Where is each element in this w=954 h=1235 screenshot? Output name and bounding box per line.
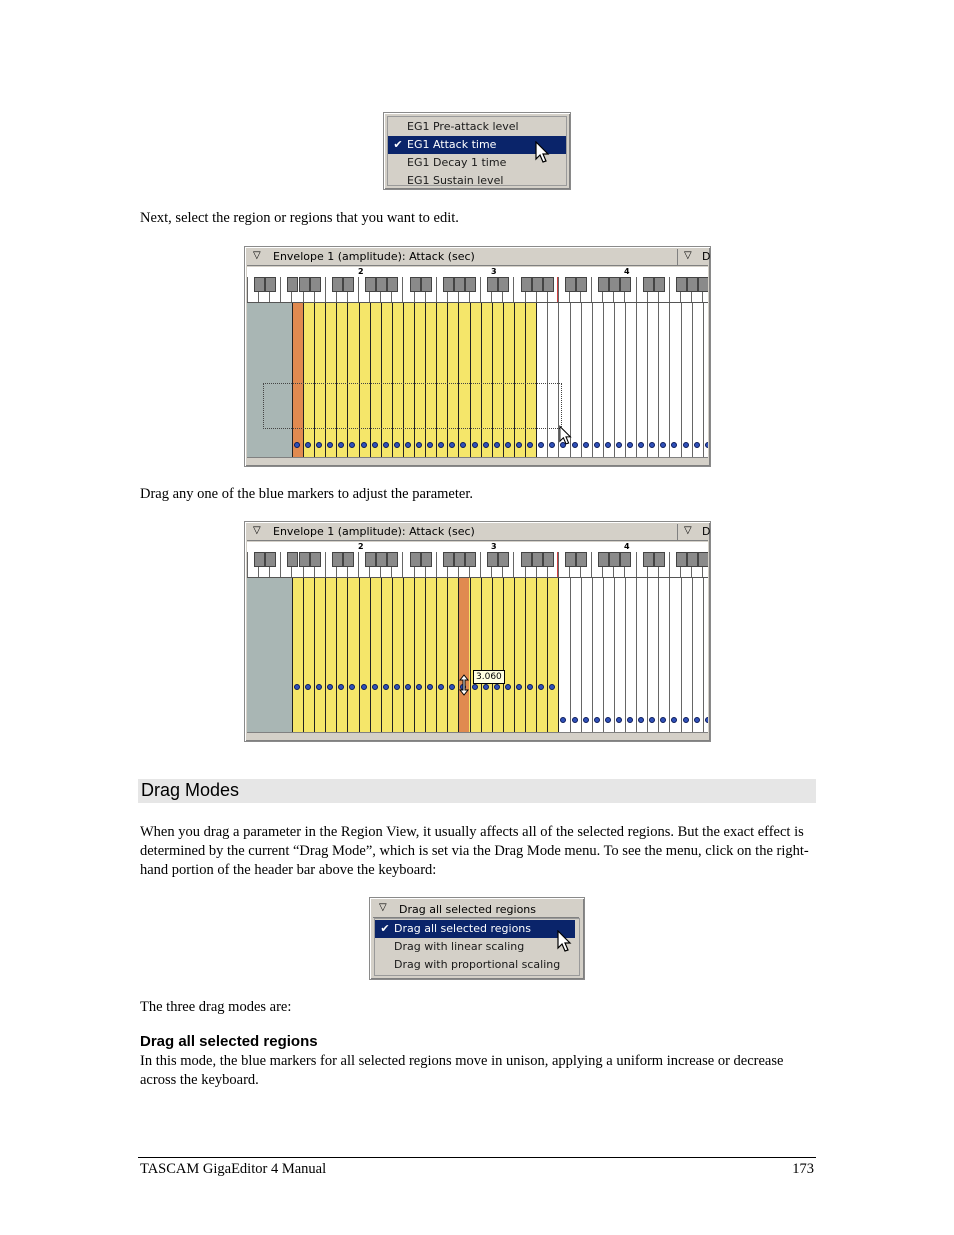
paragraph-drag-mode-intro: When you drag a parameter in the Region View, it usually affects all of the selected regions. But the exact effect is determined by the current “Drag Mode”, which is set via the Drag Mode menu. To see the menu, click on the right-hand portion of the header bar above the keyboard: bbox=[140, 824, 809, 878]
region-divider bbox=[292, 578, 293, 733]
black-key[interactable] bbox=[654, 552, 665, 567]
region-divider bbox=[658, 303, 659, 458]
black-key[interactable] bbox=[265, 277, 276, 292]
white-key-divider bbox=[325, 552, 326, 577]
parameter-marker[interactable] bbox=[416, 684, 422, 690]
playhead-line bbox=[557, 552, 558, 577]
section-title: Drag Modes bbox=[141, 780, 240, 800]
black-key[interactable] bbox=[687, 552, 698, 567]
black-key[interactable] bbox=[532, 552, 543, 567]
parameter-marker[interactable] bbox=[394, 442, 400, 448]
parameter-marker[interactable] bbox=[505, 442, 511, 448]
region-divider bbox=[547, 578, 548, 733]
region-divider bbox=[392, 578, 393, 733]
parameter-marker[interactable] bbox=[516, 684, 522, 690]
region-divider bbox=[647, 303, 648, 458]
region-divider bbox=[558, 578, 559, 733]
parameter-marker[interactable] bbox=[594, 442, 600, 448]
keyboard[interactable] bbox=[247, 542, 708, 578]
region-divider bbox=[470, 578, 471, 733]
region-divider bbox=[359, 578, 360, 733]
region-grid[interactable] bbox=[247, 303, 708, 458]
white-key-divider bbox=[247, 277, 248, 302]
parameter-marker[interactable] bbox=[705, 442, 708, 448]
parameter-marker[interactable] bbox=[594, 717, 600, 723]
keyboard[interactable] bbox=[247, 267, 708, 303]
octave-ruler bbox=[247, 542, 708, 552]
region-divider bbox=[625, 578, 626, 733]
black-key[interactable] bbox=[521, 552, 532, 567]
parameter-marker[interactable] bbox=[327, 684, 333, 690]
playhead-line bbox=[557, 277, 558, 302]
parameter-marker[interactable] bbox=[538, 442, 544, 448]
parameter-marker[interactable] bbox=[494, 442, 500, 448]
black-key[interactable] bbox=[565, 552, 576, 567]
horizontal-scrollbar[interactable] bbox=[247, 457, 708, 465]
menu-item-label: Drag with proportional scaling bbox=[394, 958, 561, 971]
white-key-divider bbox=[513, 552, 514, 577]
region-divider bbox=[603, 578, 604, 733]
region-divider bbox=[669, 303, 670, 458]
parameter-marker[interactable] bbox=[361, 442, 367, 448]
black-key[interactable] bbox=[454, 277, 465, 292]
parameter-marker[interactable] bbox=[483, 442, 489, 448]
parameter-marker[interactable] bbox=[605, 717, 611, 723]
region-divider bbox=[658, 578, 659, 733]
black-key[interactable] bbox=[376, 552, 387, 567]
region-divider bbox=[669, 578, 670, 733]
region-divider bbox=[703, 578, 704, 733]
parameter-marker[interactable] bbox=[694, 717, 700, 723]
region-divider bbox=[481, 303, 482, 458]
region-divider bbox=[403, 303, 404, 458]
black-key[interactable] bbox=[698, 552, 708, 567]
parameter-marker[interactable] bbox=[427, 442, 433, 448]
region-divider bbox=[359, 303, 360, 458]
parameter-title: Envelope 1 (amplitude): Attack (sec) bbox=[273, 525, 475, 538]
mouse-pointer-icon bbox=[559, 425, 573, 447]
parameter-marker[interactable] bbox=[383, 684, 389, 690]
white-key-divider bbox=[402, 277, 403, 302]
black-key[interactable] bbox=[387, 277, 398, 292]
region-divider bbox=[614, 303, 615, 458]
parameter-marker[interactable] bbox=[638, 442, 644, 448]
parameter-marker[interactable] bbox=[383, 442, 389, 448]
parameter-title: Envelope 1 (amplitude): Attack (sec) bbox=[273, 250, 475, 263]
region-divider bbox=[536, 578, 537, 733]
mouse-pointer-icon bbox=[557, 930, 573, 954]
parameter-marker[interactable] bbox=[683, 442, 689, 448]
drag-mode-header[interactable] bbox=[373, 901, 579, 918]
eg1-parameter-menu bbox=[383, 112, 571, 190]
white-key-divider bbox=[636, 552, 637, 577]
parameter-marker[interactable] bbox=[294, 442, 300, 448]
region-divider bbox=[347, 578, 348, 733]
dropdown-triangle-icon: ▽ bbox=[379, 902, 387, 913]
parameter-marker[interactable] bbox=[683, 717, 689, 723]
region-divider bbox=[614, 578, 615, 733]
white-key-divider bbox=[591, 552, 592, 577]
black-key[interactable] bbox=[376, 277, 387, 292]
region-divider bbox=[503, 578, 504, 733]
parameter-marker[interactable] bbox=[372, 442, 378, 448]
page-number: 173 bbox=[792, 1161, 814, 1177]
paragraph-drag-markers: Drag any one of the blue markers to adjust the parameter. bbox=[140, 486, 473, 502]
parameter-marker[interactable] bbox=[694, 442, 700, 448]
octave-label: 3 bbox=[491, 542, 497, 551]
menu-item-label: EG1 Pre-attack level bbox=[407, 120, 519, 133]
paragraph-three-modes: The three drag modes are: bbox=[140, 999, 292, 1015]
parameter-marker[interactable] bbox=[549, 684, 555, 690]
region-grid[interactable] bbox=[247, 578, 708, 733]
parameter-marker[interactable] bbox=[560, 717, 566, 723]
menu-item-drag-with-proportional-scaling[interactable] bbox=[375, 956, 579, 974]
region-divider bbox=[447, 303, 448, 458]
paragraph-select-regions: Next, select the region or regions that you want to edit. bbox=[140, 210, 459, 226]
region-divider bbox=[370, 303, 371, 458]
parameter-marker[interactable] bbox=[472, 684, 478, 690]
octave-label: 2 bbox=[358, 542, 364, 551]
region-divider bbox=[570, 578, 571, 733]
white-key-divider bbox=[558, 552, 559, 577]
parameter-marker[interactable] bbox=[316, 684, 322, 690]
white-key-divider bbox=[358, 552, 359, 577]
black-key[interactable] bbox=[421, 552, 432, 567]
black-key[interactable] bbox=[465, 277, 476, 292]
menu-item-label: EG1 Decay 1 time bbox=[407, 156, 507, 169]
black-key[interactable] bbox=[576, 277, 587, 292]
region-divider bbox=[425, 578, 426, 733]
parameter-marker[interactable] bbox=[372, 684, 378, 690]
parameter-marker[interactable] bbox=[472, 442, 478, 448]
parameter-marker[interactable] bbox=[638, 717, 644, 723]
parameter-marker[interactable] bbox=[460, 442, 466, 448]
black-key[interactable] bbox=[443, 552, 454, 567]
black-key[interactable] bbox=[620, 277, 631, 292]
parameter-marker[interactable] bbox=[427, 684, 433, 690]
region-divider bbox=[381, 578, 382, 733]
parameter-marker[interactable] bbox=[483, 684, 489, 690]
black-key[interactable] bbox=[698, 277, 708, 292]
region-divider bbox=[336, 303, 337, 458]
black-key[interactable] bbox=[465, 552, 476, 567]
parameter-marker[interactable] bbox=[449, 684, 455, 690]
parameter-marker[interactable] bbox=[338, 684, 344, 690]
parameter-marker[interactable] bbox=[583, 717, 589, 723]
black-key[interactable] bbox=[265, 552, 276, 567]
region-divider bbox=[447, 578, 448, 733]
region-divider bbox=[458, 578, 459, 733]
parameter-marker[interactable] bbox=[327, 442, 333, 448]
region-divider bbox=[581, 303, 582, 458]
black-key[interactable] bbox=[676, 552, 687, 567]
parameter-marker[interactable] bbox=[649, 717, 655, 723]
white-key-divider bbox=[480, 552, 481, 577]
parameter-marker[interactable] bbox=[660, 442, 666, 448]
white-key-divider bbox=[280, 277, 281, 302]
parameter-marker[interactable] bbox=[505, 684, 511, 690]
black-key[interactable] bbox=[687, 277, 698, 292]
region-divider bbox=[314, 578, 315, 733]
white-key-divider bbox=[247, 552, 248, 577]
parameter-marker[interactable] bbox=[527, 442, 533, 448]
parameter-marker[interactable] bbox=[349, 442, 355, 448]
white-key-divider bbox=[436, 277, 437, 302]
drag-mode-current: Drag all selected regions bbox=[399, 903, 537, 916]
parameter-marker[interactable] bbox=[572, 717, 578, 723]
black-key[interactable] bbox=[365, 552, 376, 567]
parameter-marker[interactable] bbox=[338, 442, 344, 448]
black-key[interactable] bbox=[343, 277, 354, 292]
parameter-marker[interactable] bbox=[549, 442, 555, 448]
region-divider bbox=[636, 578, 637, 733]
white-key-divider bbox=[669, 277, 670, 302]
region-divider bbox=[592, 578, 593, 733]
parameter-marker[interactable] bbox=[294, 684, 300, 690]
parameter-marker[interactable] bbox=[438, 442, 444, 448]
region-divider bbox=[492, 578, 493, 733]
region-divider bbox=[392, 303, 393, 458]
region-divider bbox=[347, 303, 348, 458]
region-divider bbox=[681, 578, 682, 733]
region-divider bbox=[503, 303, 504, 458]
region-divider bbox=[536, 303, 537, 458]
black-key[interactable] bbox=[387, 552, 398, 567]
black-key[interactable] bbox=[287, 277, 298, 292]
black-key[interactable] bbox=[654, 277, 665, 292]
parameter-marker[interactable] bbox=[671, 717, 677, 723]
black-key[interactable] bbox=[498, 277, 509, 292]
parameter-marker[interactable] bbox=[660, 717, 666, 723]
parameter-marker[interactable] bbox=[627, 717, 633, 723]
white-key-divider bbox=[636, 277, 637, 302]
active-region[interactable] bbox=[458, 578, 469, 733]
black-key[interactable] bbox=[287, 552, 298, 567]
menu-item-label: EG1 Sustain level bbox=[407, 174, 504, 187]
black-key[interactable] bbox=[443, 277, 454, 292]
region-divider bbox=[514, 303, 515, 458]
parameter-marker[interactable] bbox=[438, 684, 444, 690]
region-divider bbox=[547, 303, 548, 458]
region-divider bbox=[692, 578, 693, 733]
region-divider bbox=[303, 578, 304, 733]
region-divider bbox=[692, 303, 693, 458]
empty-region bbox=[247, 303, 292, 458]
parameter-marker[interactable] bbox=[616, 442, 622, 448]
region-divider bbox=[470, 303, 471, 458]
region-divider bbox=[436, 578, 437, 733]
black-key[interactable] bbox=[498, 552, 509, 567]
region-view-header[interactable] bbox=[247, 249, 711, 266]
region-view-panel-drag bbox=[244, 521, 711, 742]
white-key-divider bbox=[436, 552, 437, 577]
selection-rectangle bbox=[263, 383, 562, 429]
black-key[interactable] bbox=[299, 277, 310, 292]
parameter-marker[interactable] bbox=[516, 442, 522, 448]
value-tooltip: 3.060 bbox=[473, 670, 505, 684]
drag-mode-dropdown-icon[interactable]: ▽ bbox=[684, 525, 692, 536]
parameter-marker[interactable] bbox=[361, 684, 367, 690]
region-divider bbox=[370, 578, 371, 733]
octave-ruler bbox=[247, 267, 708, 277]
white-key-divider bbox=[669, 552, 670, 577]
mouse-pointer-icon bbox=[535, 141, 551, 165]
white-key-divider bbox=[358, 277, 359, 302]
region-divider bbox=[703, 303, 704, 458]
region-divider bbox=[292, 303, 293, 458]
parameter-marker[interactable] bbox=[649, 442, 655, 448]
white-key-divider bbox=[591, 277, 592, 302]
black-key[interactable] bbox=[532, 277, 543, 292]
parameter-marker[interactable] bbox=[449, 442, 455, 448]
black-key[interactable] bbox=[643, 277, 654, 292]
black-key[interactable] bbox=[676, 277, 687, 292]
region-divider bbox=[636, 303, 637, 458]
dropdown-triangle-icon[interactable]: ▽ bbox=[253, 525, 261, 536]
black-key[interactable] bbox=[487, 277, 498, 292]
menu-item-label: Drag all selected regions bbox=[394, 922, 532, 935]
black-key[interactable] bbox=[543, 552, 554, 567]
region-divider bbox=[681, 303, 682, 458]
empty-region bbox=[247, 578, 292, 733]
region-divider bbox=[303, 303, 304, 458]
subheading-drag-all: Drag all selected regions bbox=[140, 1033, 318, 1050]
black-key[interactable] bbox=[576, 552, 587, 567]
drag-mode-label: D bbox=[702, 250, 711, 263]
parameter-marker[interactable] bbox=[583, 442, 589, 448]
black-key[interactable] bbox=[365, 277, 376, 292]
region-divider bbox=[436, 303, 437, 458]
black-key[interactable] bbox=[643, 552, 654, 567]
black-key[interactable] bbox=[310, 277, 321, 292]
region-divider bbox=[592, 303, 593, 458]
menu-item-drag-all-selected-regions[interactable] bbox=[375, 920, 575, 938]
region-divider bbox=[414, 578, 415, 733]
region-divider bbox=[514, 578, 515, 733]
horizontal-scrollbar[interactable] bbox=[247, 732, 708, 740]
black-key[interactable] bbox=[521, 277, 532, 292]
footer-manual-title: TASCAM GigaEditor 4 Manual bbox=[140, 1161, 327, 1177]
parameter-marker[interactable] bbox=[705, 717, 708, 723]
black-key[interactable] bbox=[543, 277, 554, 292]
menu-item-eg1-sustain-level[interactable] bbox=[388, 172, 566, 190]
octave-label: 2 bbox=[358, 267, 364, 276]
parameter-marker[interactable] bbox=[405, 684, 411, 690]
vertical-resize-cursor-icon bbox=[459, 674, 469, 696]
menu-item-label: Drag with linear scaling bbox=[394, 940, 525, 953]
region-divider bbox=[581, 578, 582, 733]
drag-mode-label: D bbox=[702, 525, 711, 538]
black-key[interactable] bbox=[332, 552, 343, 567]
checkmark-icon: ✔ bbox=[380, 922, 390, 935]
black-key[interactable] bbox=[332, 277, 343, 292]
parameter-marker[interactable] bbox=[527, 684, 533, 690]
parameter-marker[interactable] bbox=[671, 442, 677, 448]
region-divider bbox=[525, 303, 526, 458]
region-divider bbox=[458, 303, 459, 458]
parameter-marker[interactable] bbox=[605, 442, 611, 448]
menu-item-drag-with-linear-scaling[interactable] bbox=[375, 938, 579, 956]
region-divider bbox=[425, 303, 426, 458]
region-divider bbox=[403, 578, 404, 733]
drag-mode-dropdown-icon[interactable]: ▽ bbox=[684, 250, 692, 261]
white-key-divider bbox=[280, 552, 281, 577]
black-key[interactable] bbox=[565, 277, 576, 292]
black-key[interactable] bbox=[454, 552, 465, 567]
black-key[interactable] bbox=[410, 277, 421, 292]
white-key-divider bbox=[402, 552, 403, 577]
region-divider bbox=[325, 578, 326, 733]
parameter-marker[interactable] bbox=[305, 684, 311, 690]
white-key-divider bbox=[513, 277, 514, 302]
black-key[interactable] bbox=[254, 552, 265, 567]
black-key[interactable] bbox=[421, 277, 432, 292]
black-key[interactable] bbox=[299, 552, 310, 567]
region-divider bbox=[525, 578, 526, 733]
parameter-marker[interactable] bbox=[538, 684, 544, 690]
drag-mode-menu bbox=[369, 897, 585, 980]
parameter-marker[interactable] bbox=[416, 442, 422, 448]
checkmark-icon: ✔ bbox=[393, 138, 403, 151]
menu-item-label: EG1 Attack time bbox=[407, 138, 497, 151]
parameter-marker[interactable] bbox=[316, 442, 322, 448]
black-key[interactable] bbox=[609, 277, 620, 292]
black-key[interactable] bbox=[620, 552, 631, 567]
region-view-panel-select bbox=[244, 246, 711, 467]
parameter-marker[interactable] bbox=[616, 717, 622, 723]
octave-label: 3 bbox=[491, 267, 497, 276]
region-divider bbox=[336, 578, 337, 733]
black-key[interactable] bbox=[310, 552, 321, 567]
black-key[interactable] bbox=[254, 277, 265, 292]
region-divider bbox=[325, 303, 326, 458]
region-divider bbox=[314, 303, 315, 458]
region-divider bbox=[647, 578, 648, 733]
black-key[interactable] bbox=[598, 552, 609, 567]
parameter-marker[interactable] bbox=[394, 684, 400, 690]
dropdown-triangle-icon[interactable]: ▽ bbox=[253, 250, 261, 261]
region-divider bbox=[603, 303, 604, 458]
white-key-divider bbox=[558, 277, 559, 302]
paragraph-drag-all-description: In this mode, the blue markers for all selected regions move in unison, applying a uniform increase or decrease across the keyboard. bbox=[140, 1053, 784, 1088]
black-key[interactable] bbox=[410, 552, 421, 567]
parameter-marker[interactable] bbox=[349, 684, 355, 690]
white-key-divider bbox=[480, 277, 481, 302]
parameter-marker[interactable] bbox=[305, 442, 311, 448]
parameter-marker[interactable] bbox=[405, 442, 411, 448]
black-key[interactable] bbox=[609, 552, 620, 567]
footer-rule bbox=[138, 1157, 816, 1158]
region-divider bbox=[414, 303, 415, 458]
region-view-header[interactable] bbox=[247, 524, 711, 541]
black-key[interactable] bbox=[487, 552, 498, 567]
white-key-divider bbox=[325, 277, 326, 302]
black-key[interactable] bbox=[343, 552, 354, 567]
octave-label: 4 bbox=[624, 542, 630, 551]
active-region[interactable] bbox=[292, 303, 303, 458]
region-divider bbox=[492, 303, 493, 458]
region-divider bbox=[381, 303, 382, 458]
parameter-marker[interactable] bbox=[627, 442, 633, 448]
region-divider bbox=[481, 578, 482, 733]
region-divider bbox=[625, 303, 626, 458]
parameter-marker[interactable] bbox=[494, 684, 500, 690]
black-key[interactable] bbox=[598, 277, 609, 292]
section-heading-bar bbox=[138, 779, 816, 803]
menu-item-eg1-pre-attack-level[interactable] bbox=[388, 118, 566, 136]
octave-label: 4 bbox=[624, 267, 630, 276]
